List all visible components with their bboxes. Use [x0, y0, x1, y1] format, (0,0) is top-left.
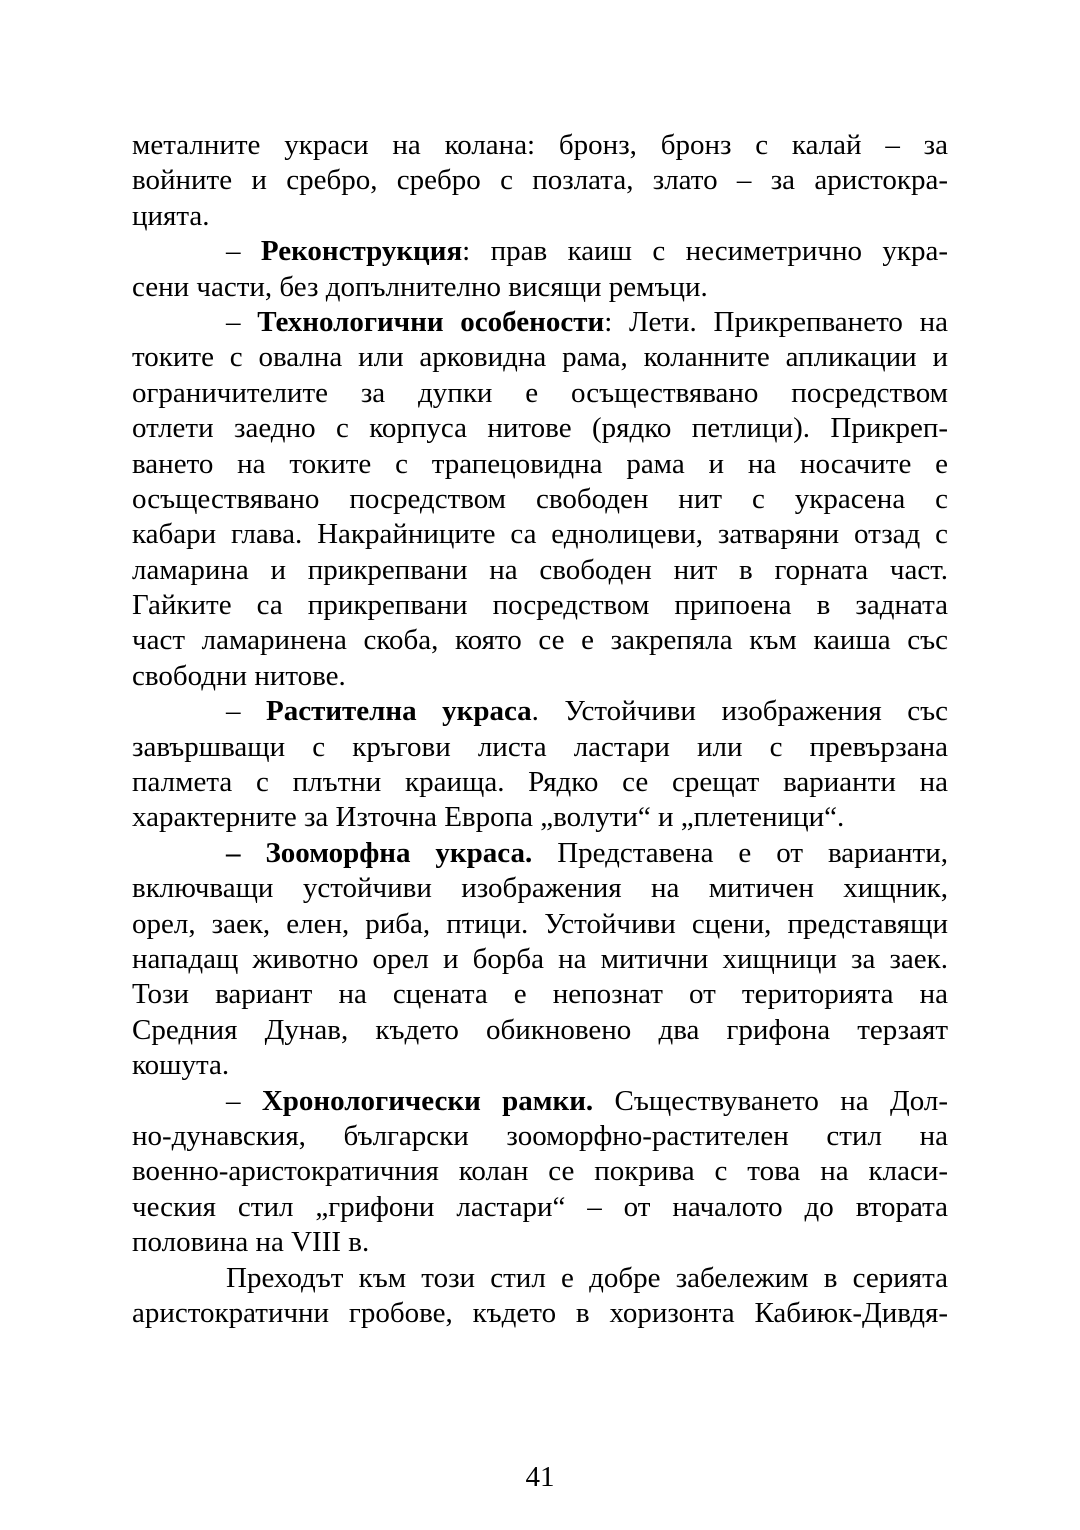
- term-plant-ornament: Растителна украса: [265, 695, 532, 728]
- text-segment: . Устойчиви изображения със: [531, 695, 948, 728]
- dash: –: [226, 1084, 262, 1117]
- dash: –: [226, 235, 261, 268]
- text-line: част ламаринена скоба, която се е закрепяла към каиша със: [132, 624, 948, 657]
- text-line: половина на VIII в.: [132, 1226, 370, 1259]
- text-line: токите с овална или арковидна рама, коланните апликации и: [132, 341, 948, 374]
- text-line: военно-аристократичния колан се покрива с това на класи-: [132, 1155, 948, 1188]
- dash: –: [226, 695, 266, 728]
- term-technology: Технологични особености: [257, 305, 605, 338]
- text-line: Преходът към този стил е добре забележим в серията: [226, 1261, 948, 1294]
- text-line: ограничителите за дупки е осъществявано посредством: [132, 376, 948, 409]
- text-line: Гайките са прикрепвани посредством припоена в задната: [132, 589, 948, 622]
- term-zoomorphic-ornament: – Зооморфна украса.: [226, 836, 533, 869]
- text-line: Средния Дунав, където обикновено два грифона терзаят: [132, 1013, 948, 1046]
- text-line: осъществявано посредством свободен нит с украсена с: [132, 482, 948, 515]
- dash: –: [226, 305, 258, 338]
- paragraph-zoomorphic-ornament: [132, 836, 948, 1084]
- text-line: Този вариант на сцената е непознат от територията на: [132, 978, 948, 1011]
- text-line: [132, 234, 948, 269]
- text-line: кабари глава. Накрайниците са еднолицеви, затваряни отзад с: [132, 518, 948, 551]
- text-line: [132, 305, 948, 340]
- text-line: включващи устойчиви изображения на митичен хищник,: [132, 872, 948, 905]
- text-line: кошута.: [132, 1049, 230, 1082]
- paragraph-reconstruction: [132, 234, 948, 305]
- paragraph-metal-decorations: [132, 128, 948, 234]
- text-line: аристократични гробове, където в хоризонта Кабиюк-Дивдя-: [132, 1296, 948, 1329]
- text-line: орел, заек, елен, риба, птици. Устойчиви сцени, представящи: [132, 907, 948, 940]
- text-line: цията.: [132, 199, 210, 232]
- text-line: металните украси на колана: бронз, бронз с калай – за: [132, 129, 948, 161]
- text-line: ламарина и прикрепвани на свободен нит в горната част.: [132, 553, 948, 586]
- text-line: [132, 694, 948, 729]
- text-line: ването на токите с трапецовидна рама и на носачите е: [132, 447, 948, 480]
- text-line: [132, 836, 948, 871]
- paragraph-plant-ornament: [132, 694, 948, 836]
- term-chronology: Хронологически рамки.: [261, 1084, 594, 1117]
- text-line: сени части, без допълнително висящи ремъци.: [132, 270, 708, 303]
- text-line: ческия стил „грифони ластари“ – от началото до втората: [132, 1190, 948, 1223]
- text-line: войните и сребро, сребро с позлата, злато – за аристокра-: [132, 164, 948, 197]
- paragraph-chronology: [132, 1084, 948, 1261]
- text-line: [132, 1084, 948, 1119]
- paragraph-transition: [132, 1261, 948, 1332]
- text-line: характерните за Източна Европа „волути“ и „плетеници“.: [132, 801, 845, 834]
- paragraph-technology: [132, 305, 948, 694]
- text-line: нападащ животно орел и борба на митични хищници за заек.: [132, 942, 948, 975]
- text-line: завършващи с кръгови листа ластари или с превързана: [132, 730, 948, 763]
- text-segment: : прав каиш с несиметрично укра-: [462, 235, 948, 268]
- page-body: [132, 128, 948, 1331]
- text-line: свободни нитове.: [132, 659, 346, 692]
- text-segment: Съществуването на Дол-: [593, 1084, 949, 1117]
- text-segment: Представена е от варианти,: [532, 836, 948, 869]
- text-line: но-дунавския, български зооморфно-растителен стил на: [132, 1119, 948, 1152]
- text-line: отлети заедно с корпуса нитове (рядко петлици). Прикреп-: [132, 412, 948, 445]
- term-reconstruction: Реконструкция: [260, 235, 463, 268]
- text-segment: : Лети. Прикрепването на: [604, 305, 949, 338]
- text-line: палмета с плътни краища. Рядко се срещат варианти на: [132, 766, 948, 799]
- page-number: 41: [525, 1461, 555, 1493]
